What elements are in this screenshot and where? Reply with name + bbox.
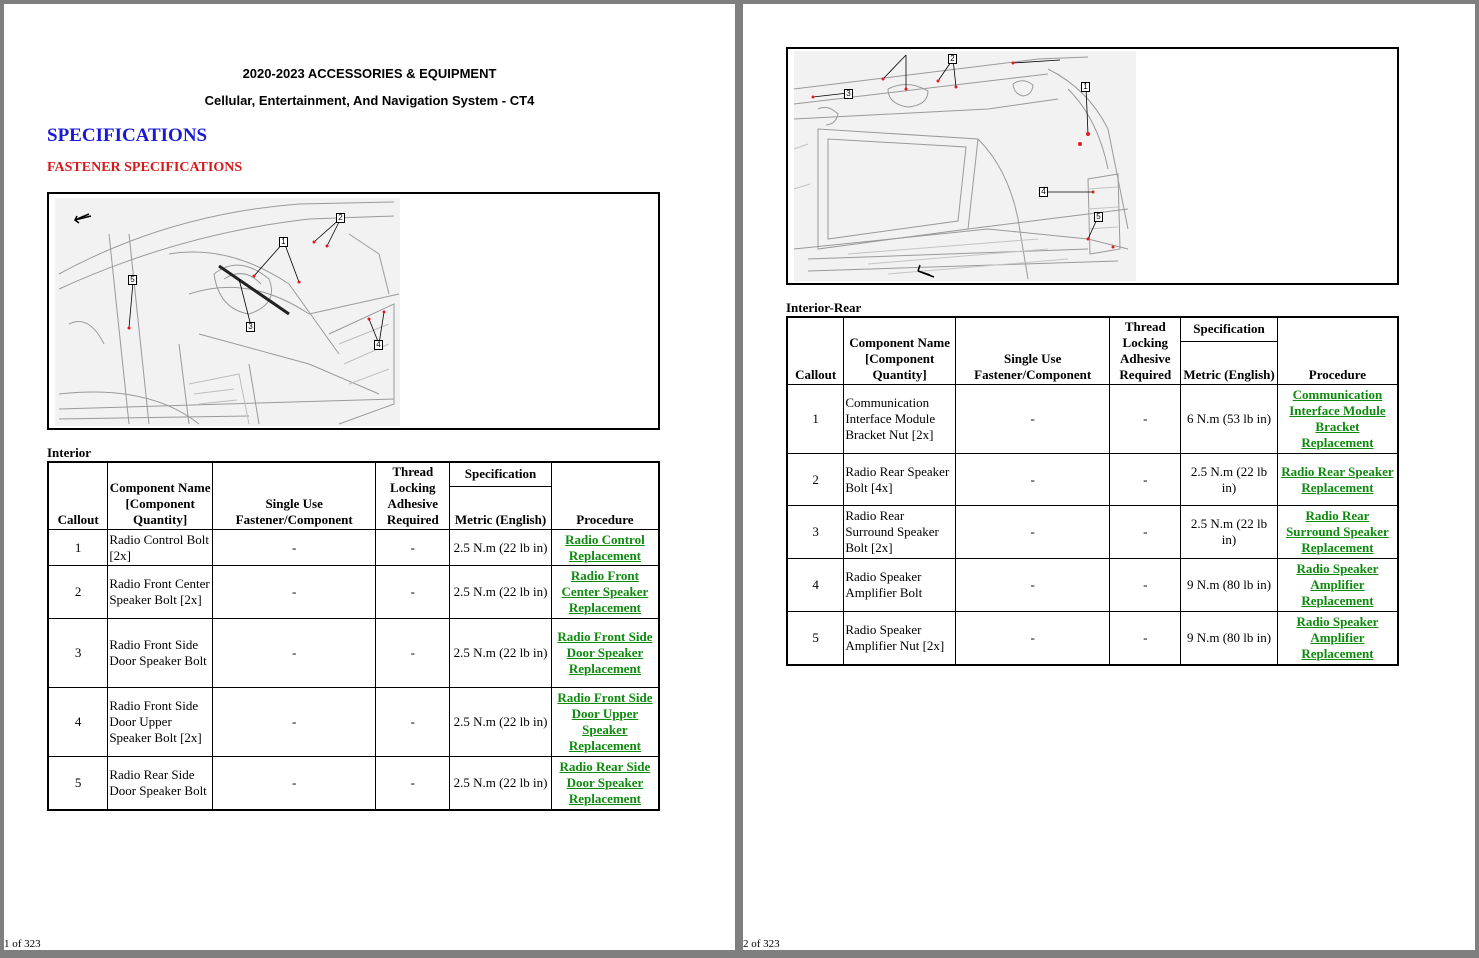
col-header-callout: Callout bbox=[48, 462, 108, 530]
col-header-procedure: Procedure bbox=[551, 462, 659, 530]
cell-callout: 4 bbox=[48, 688, 108, 757]
interior-drawing bbox=[49, 194, 658, 428]
procedure-link[interactable]: Radio Speaker Amplifier Replacement bbox=[1296, 613, 1379, 661]
cell-metric: 2.5 N.m (22 lb in) bbox=[1181, 506, 1278, 559]
fastener-specifications-heading: FASTENER SPECIFICATIONS bbox=[47, 160, 243, 175]
col-header-callout: Callout bbox=[787, 317, 844, 385]
cell-callout: 4 bbox=[787, 559, 844, 612]
cell-metric: 2.5 N.m (22 lb in) bbox=[450, 530, 552, 566]
cell-component: Radio Rear Speaker Bolt [4x] bbox=[844, 454, 956, 506]
col-header-component: Component Name [Component Quantity] bbox=[844, 317, 956, 385]
table-row bbox=[48, 619, 659, 688]
cell-metric: 9 N.m (80 lb in) bbox=[1181, 559, 1278, 612]
cell-thread: - bbox=[376, 530, 450, 566]
cell-component: Radio Speaker Amplifier Nut [2x] bbox=[844, 612, 956, 665]
procedure-link[interactable]: Radio Rear Surround Speaker Replacement bbox=[1286, 508, 1389, 555]
cell-callout: 5 bbox=[787, 612, 844, 665]
callout-box: 1 bbox=[279, 237, 288, 247]
cell-metric: 9 N.m (80 lb in) bbox=[1181, 612, 1278, 665]
table-row bbox=[787, 454, 1398, 506]
page-number: 2 of 323 bbox=[743, 938, 780, 950]
col-header-specification: Specification bbox=[1181, 317, 1278, 341]
callout-box: 5 bbox=[1094, 212, 1103, 222]
document-subtitle: Cellular, Entertainment, And Navigation System - CT4 bbox=[204, 93, 535, 108]
cell-thread: - bbox=[1110, 385, 1181, 454]
specifications-heading: SPECIFICATIONS bbox=[47, 125, 208, 146]
cell-single-use: - bbox=[955, 559, 1109, 612]
table-row bbox=[48, 566, 659, 619]
document-page-1 bbox=[4, 4, 735, 950]
cell-component: Communication Interface Module Bracket Nut [2x] bbox=[844, 385, 956, 454]
cell-component: Radio Rear Surround Speaker Bolt [2x] bbox=[844, 506, 956, 559]
callout-box: 3 bbox=[844, 89, 853, 99]
cell-callout: 3 bbox=[787, 506, 844, 559]
cell-callout: 2 bbox=[787, 454, 844, 506]
callout-box: 2 bbox=[336, 213, 345, 223]
col-header-single-use: Single Use Fastener/Component bbox=[955, 317, 1109, 385]
col-header-metric: Metric (English) bbox=[450, 486, 552, 530]
cell-single-use: - bbox=[955, 385, 1109, 454]
col-header-thread-locking: Thread Locking Adhesive Required bbox=[376, 462, 450, 530]
table-row bbox=[787, 612, 1398, 665]
cell-component: Radio Front Side Door Speaker Bolt bbox=[108, 619, 213, 688]
cell-thread: - bbox=[376, 619, 450, 688]
cell-thread: - bbox=[376, 688, 450, 757]
cell-component: Radio Front Center Speaker Bolt [2x] bbox=[108, 566, 213, 619]
procedure-link[interactable]: Radio Control Replacement bbox=[565, 531, 645, 563]
cell-single-use: - bbox=[212, 566, 375, 619]
cell-thread: - bbox=[1110, 612, 1181, 665]
callout-box: 1 bbox=[1081, 82, 1090, 92]
cell-callout: 2 bbox=[48, 566, 108, 619]
cell-thread: - bbox=[1110, 454, 1181, 506]
table-row bbox=[48, 757, 659, 810]
callout-box: 4 bbox=[1039, 187, 1048, 197]
interior-rear-drawing bbox=[788, 49, 1397, 283]
cell-single-use: - bbox=[955, 612, 1109, 665]
cell-component: Radio Control Bolt [2x] bbox=[108, 530, 213, 566]
cell-metric: 2.5 N.m (22 lb in) bbox=[450, 688, 552, 757]
interior-table-caption: Interior bbox=[47, 445, 92, 460]
document-title: 2020-2023 ACCESSORIES & EQUIPMENT bbox=[242, 66, 497, 81]
callout-box: 3 bbox=[246, 322, 255, 332]
interior-illustration bbox=[47, 192, 660, 430]
cell-thread: - bbox=[376, 757, 450, 810]
col-header-specification: Specification bbox=[450, 462, 552, 486]
procedure-link[interactable]: Radio Front Side Door Upper Speaker Replacement bbox=[557, 690, 653, 753]
cell-metric: 2.5 N.m (22 lb in) bbox=[450, 566, 552, 619]
col-header-procedure: Procedure bbox=[1277, 317, 1398, 385]
procedure-link[interactable]: Radio Rear Side Door Speaker Replacement bbox=[559, 758, 651, 806]
cell-single-use: - bbox=[955, 506, 1109, 559]
cell-metric: 2.5 N.m (22 lb in) bbox=[450, 619, 552, 688]
cell-callout: 5 bbox=[48, 757, 108, 810]
cell-component: Radio Speaker Amplifier Bolt bbox=[844, 559, 956, 612]
cell-thread: - bbox=[1110, 559, 1181, 612]
interior-rear-illustration bbox=[786, 47, 1399, 285]
interior-rear-table-caption: Interior-Rear bbox=[786, 300, 862, 315]
cell-metric: 2.5 N.m (22 lb in) bbox=[450, 757, 552, 810]
cell-single-use: - bbox=[212, 757, 375, 810]
table-row bbox=[48, 688, 659, 757]
cell-single-use: - bbox=[212, 688, 375, 757]
cell-callout: 1 bbox=[787, 385, 844, 454]
document-page-2 bbox=[743, 4, 1475, 950]
table-row bbox=[787, 506, 1398, 559]
procedure-link[interactable]: Communication Interface Module Bracket Replacement bbox=[1289, 387, 1386, 450]
cell-single-use: - bbox=[212, 530, 375, 566]
col-header-component: Component Name [Component Quantity] bbox=[108, 462, 213, 530]
table-row bbox=[787, 559, 1398, 612]
cell-thread: - bbox=[1110, 506, 1181, 559]
col-header-metric: Metric (English) bbox=[1181, 341, 1278, 385]
procedure-link[interactable]: Radio Rear Speaker Replacement bbox=[1281, 463, 1394, 495]
col-header-thread-locking: Thread Locking Adhesive Required bbox=[1110, 317, 1181, 385]
cell-single-use: - bbox=[212, 619, 375, 688]
callout-box: 2 bbox=[948, 54, 957, 64]
interior-spec-table bbox=[47, 461, 660, 811]
page-number: 1 of 323 bbox=[4, 938, 41, 950]
callout-box: 4 bbox=[374, 340, 383, 350]
cell-component: Radio Front Side Door Upper Speaker Bolt [2x] bbox=[108, 688, 213, 757]
cell-callout: 1 bbox=[48, 530, 108, 566]
cell-callout: 3 bbox=[48, 619, 108, 688]
cell-metric: 6 N.m (53 lb in) bbox=[1181, 385, 1278, 454]
procedure-link[interactable]: Radio Front Side Door Speaker Replacement bbox=[557, 629, 653, 676]
cell-metric: 2.5 N.m (22 lb in) bbox=[1181, 454, 1278, 506]
cell-component: Radio Rear Side Door Speaker Bolt bbox=[108, 757, 213, 810]
procedure-link[interactable]: Radio Speaker Amplifier Replacement bbox=[1296, 561, 1379, 608]
interior-rear-spec-table bbox=[786, 316, 1399, 666]
table-row bbox=[787, 385, 1398, 454]
col-header-single-use: Single Use Fastener/Component bbox=[212, 462, 375, 530]
procedure-link[interactable]: Radio Front Center Speaker Replacement bbox=[561, 568, 649, 615]
cell-single-use: - bbox=[955, 454, 1109, 506]
callout-box: 5 bbox=[128, 275, 137, 285]
table-row bbox=[48, 530, 659, 566]
cell-thread: - bbox=[376, 566, 450, 619]
